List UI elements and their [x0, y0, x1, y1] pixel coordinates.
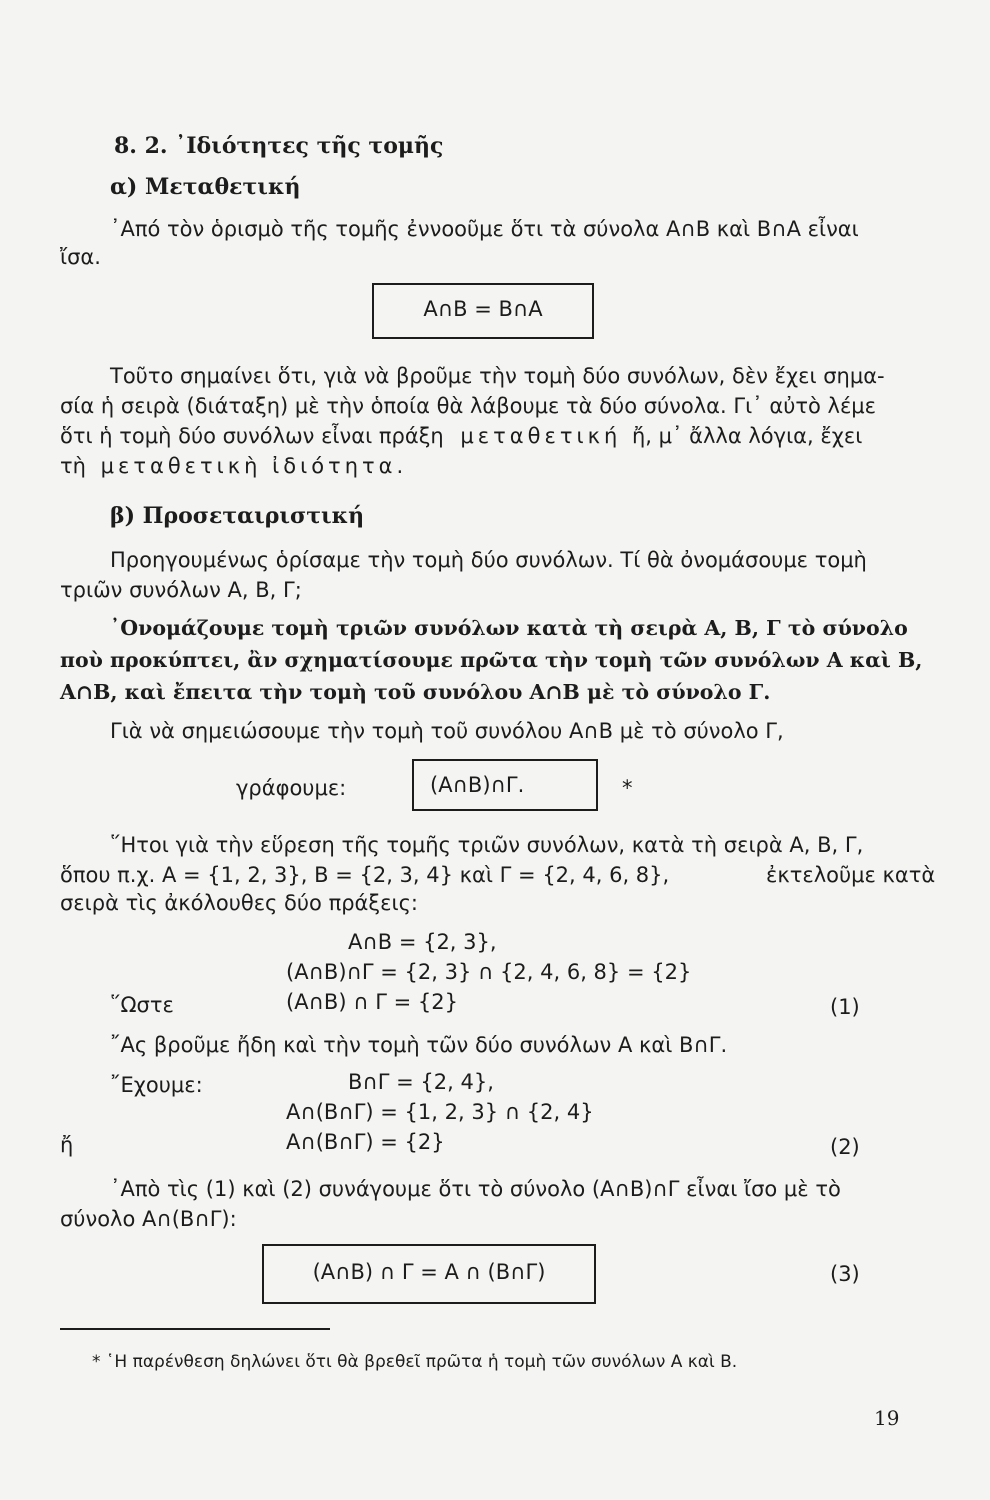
notation-formula: (A∩B)∩Γ. [430, 773, 525, 797]
term-commutative: μεταθετική [460, 424, 622, 448]
b-question-line1: Προηγουμένως ὁρίσαμε τὴν τομὴ δύο συνόλων. Τί θὰ ὀνομάσουμε τομὴ [110, 548, 867, 572]
b-question-line2: τριῶν συνόλων A, B, Γ; [60, 578, 302, 602]
subsection-b-heading: β) Προσεταιριστική [110, 503, 365, 529]
find-line: ῎Ας βροῦμε ἤδη καὶ τὴν τομὴ τῶν δύο συνόλων A καὶ B∩Γ. [110, 1033, 728, 1057]
page-number: 19 [874, 1406, 900, 1430]
conclusion-line1: ᾿Απὸ τὶς (1) καὶ (2) συνάγουμε ὅτι τὸ σύνολο (A∩B)∩Γ εἶναι ἴσο μὲ τὸ [110, 1177, 841, 1201]
a-paragraph-line4-start: τὴ [60, 454, 86, 478]
equation-number-1: (1) [830, 995, 860, 1019]
footnote-rule [60, 1328, 330, 1330]
a-paragraph-line1: Τοῦτο σημαίνει ὅτι, γιὰ νὰ βροῦμε τὴν τομὴ δύο συνόλων, δὲν ἔχει σημα- [110, 364, 885, 388]
or-word: ἤ [60, 1133, 74, 1157]
definition-line2: ποὺ προκύπτει, ἂν σχηματίσουμε πρῶτα τὴν τομὴ τῶν συνόλων A καὶ B, [60, 648, 923, 672]
footnote-marker: * [622, 776, 633, 800]
write-label: γράφουμε: [236, 776, 347, 800]
calc-intersection-ab: A∩B = {2, 3}, [348, 930, 497, 954]
a-paragraph-line2: σία ἡ σειρὰ (διάταξη) μὲ τὴν ὁποία θὰ λάβουμε τὰ δύο σύνολα. Γι᾿ αὐτὸ λέμε [60, 394, 877, 418]
a-paragraph-line3-end: ἤ, μ᾿ ἄλλα λόγια, ἔχει [631, 424, 863, 448]
example-line2-end: ἐκτελοῦμε κατὰ [766, 863, 936, 887]
equation-number-3: (3) [830, 1262, 860, 1286]
a-paragraph-line3-start: ὅτι ἡ τομὴ δύο συνόλων εἶναι πράξη [60, 424, 444, 448]
associative-formula: (A∩B) ∩ Γ = A ∩ (B∩Γ) [312, 1260, 546, 1284]
a-intro-line2: ἴσα. [60, 245, 101, 269]
calc-intersection-bg: B∩Γ = {2, 4}, [348, 1070, 494, 1094]
hoste-word: ῞Ωστε [110, 993, 174, 1017]
footnote-text: * ῾Η παρένθεση δηλώνει ὅτι θὰ βρεθεῖ πρῶτα ἡ τομὴ τῶν συνόλων A καὶ B. [92, 1352, 738, 1372]
section-title: 8. 2. ᾿Ιδιότητες τῆς τομῆς [114, 133, 444, 159]
commutative-formula: A∩B = B∩A [423, 297, 543, 321]
example-line3: σειρὰ τὶς ἀκόλουθες δύο πράξεις: [60, 891, 418, 915]
definition-line3: A∩B, καὶ ἔπειτα τὴν τομὴ τοῦ συνόλου A∩B μὲ τὸ σύνολο Γ. [60, 680, 771, 704]
equation-number-2: (2) [830, 1135, 860, 1159]
calc-intersection-ab-g: (A∩B)∩Γ = {2, 3} ∩ {2, 4, 6, 8} = {2} [286, 960, 692, 984]
definition-line1: ᾿Ονομάζουμε τομὴ τριῶν συνόλων κατὰ τὴ σειρὰ A, B, Γ τὸ σύνολο [110, 616, 908, 640]
example-line1: ῞Ητοι γιὰ τὴν εὕρεση τῆς τομῆς τριῶν συνόλων, κατὰ τὴ σειρὰ A, B, Γ, [110, 833, 864, 857]
calc-intersection-a-bg: A∩(B∩Γ) = {1, 2, 3} ∩ {2, 4} [286, 1100, 594, 1124]
a-intro-line1: ᾿Από τὸν ὁρισμὸ τῆς τομῆς ἐννοοῦμε ὅτι τὰ σύνολα A∩B καὶ B∩A εἶναι [110, 217, 859, 241]
a-paragraph-line4 [60, 451, 407, 481]
subsection-a-heading: α) Μεταθετική [110, 174, 301, 200]
notation-line: Γιὰ νὰ σημειώσουμε τὴν τομὴ τοῦ συνόλου A∩B μὲ τὸ σύνολο Γ, [110, 719, 784, 743]
conclusion-line2: σύνολο A∩(B∩Γ): [60, 1207, 237, 1231]
term-commutative-property: μεταθετικὴ ἰδιότητα. [100, 454, 408, 478]
calc-result-1: (A∩B) ∩ Γ = {2} [286, 990, 458, 1014]
calc-result-2: A∩(B∩Γ) = {2} [286, 1130, 445, 1154]
echoume-word: ῎Εχουμε: [110, 1073, 203, 1097]
example-line2: ὅπου π.χ. A = {1, 2, 3}, B = {2, 3, 4} καὶ Γ = {2, 4, 6, 8}, [60, 863, 670, 887]
a-paragraph-line3 [60, 421, 862, 451]
